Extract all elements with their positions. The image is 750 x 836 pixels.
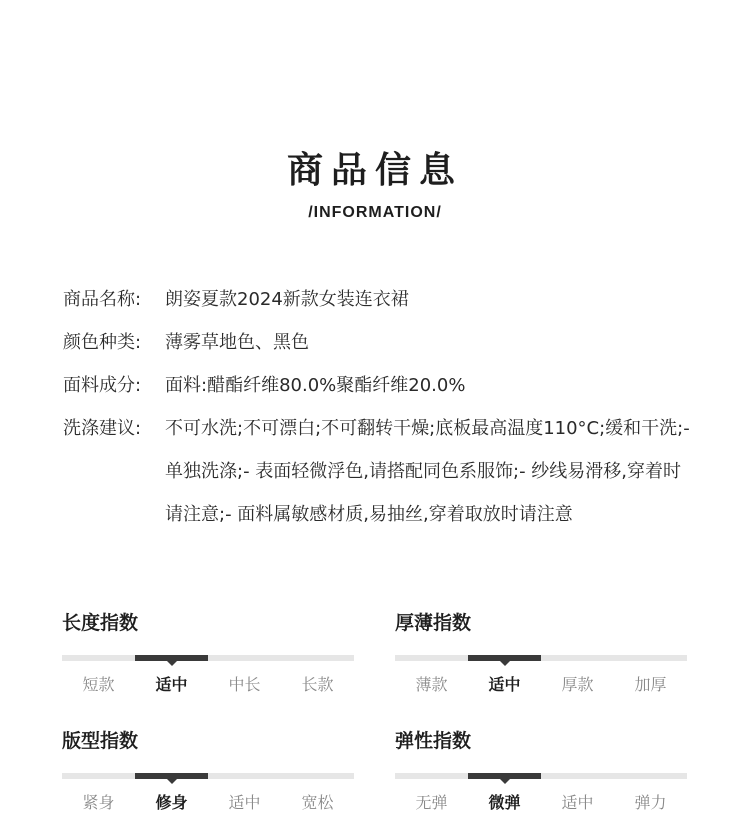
scale-option: 适中 xyxy=(228,793,261,812)
scale-option: 适中 xyxy=(488,675,521,694)
scale-option: 紧身 xyxy=(82,793,115,812)
info-value: 不可水洗;不可漂白;不可翻转干燥;底板最高温度110°C;缓和干洗;- 单独洗涤;- 表面轻微浮色,请搭配同色系服饰;- 纱线易滑移,穿着时请注意;- 面料属敏感材质,易抽丝,穿着取放时请注意 xyxy=(165,418,690,525)
info-value: 朗姿夏款2024新款女装连衣裙 xyxy=(165,289,409,310)
info-value: 薄雾草地色、黑色 xyxy=(165,332,309,353)
page-title: 商品信息 xyxy=(286,150,463,191)
scale-option: 适中 xyxy=(561,793,594,812)
index-thickness xyxy=(395,605,687,694)
scale-option: 加厚 xyxy=(634,675,667,694)
index-title: 长度指数 xyxy=(62,612,139,634)
scale-option: 短款 xyxy=(82,675,115,694)
scale-bar xyxy=(62,655,354,661)
index-elasticity xyxy=(395,723,687,812)
index-length xyxy=(62,605,354,694)
scale-option: 薄款 xyxy=(415,675,448,694)
scale-option: 无弹 xyxy=(415,793,448,812)
info-label: 商品名称: xyxy=(63,289,142,310)
scale-bar xyxy=(395,773,687,779)
scale-option: 适中 xyxy=(155,675,188,694)
info-label: 洗涤建议: xyxy=(63,418,142,439)
info-label: 颜色种类: xyxy=(63,332,142,353)
index-title: 弹性指数 xyxy=(395,730,472,752)
scale-option: 长款 xyxy=(301,675,334,694)
scale-option: 中长 xyxy=(228,675,261,694)
scale-indicator xyxy=(468,773,541,779)
scale-indicator xyxy=(468,655,541,661)
scale-option: 弹力 xyxy=(634,793,667,812)
info-label: 面料成分: xyxy=(63,375,142,396)
scale-option: 微弹 xyxy=(488,793,521,812)
index-title: 版型指数 xyxy=(62,730,139,752)
scale-bar xyxy=(62,773,354,779)
scale-indicator xyxy=(135,773,208,779)
info-value: 面料:醋酯纤维80.0%聚酯纤维20.0% xyxy=(165,375,466,396)
info-row-name xyxy=(63,278,693,321)
scale-option: 宽松 xyxy=(301,793,334,812)
scale-labels xyxy=(395,791,687,815)
info-row-washing xyxy=(63,407,693,536)
index-title: 厚薄指数 xyxy=(395,612,472,634)
scale-bar xyxy=(395,655,687,661)
page-subtitle: /INFORMATION/ xyxy=(308,204,442,221)
scale-option: 修身 xyxy=(155,793,188,812)
info-row-fabric xyxy=(63,364,693,407)
scale-labels xyxy=(395,673,687,697)
scale-labels xyxy=(62,791,354,815)
index-fit xyxy=(62,723,354,812)
product-info-list xyxy=(63,278,693,536)
scale-option: 厚款 xyxy=(561,675,594,694)
info-row-color xyxy=(63,321,693,364)
scale-labels xyxy=(62,673,354,697)
scale-indicator xyxy=(135,655,208,661)
